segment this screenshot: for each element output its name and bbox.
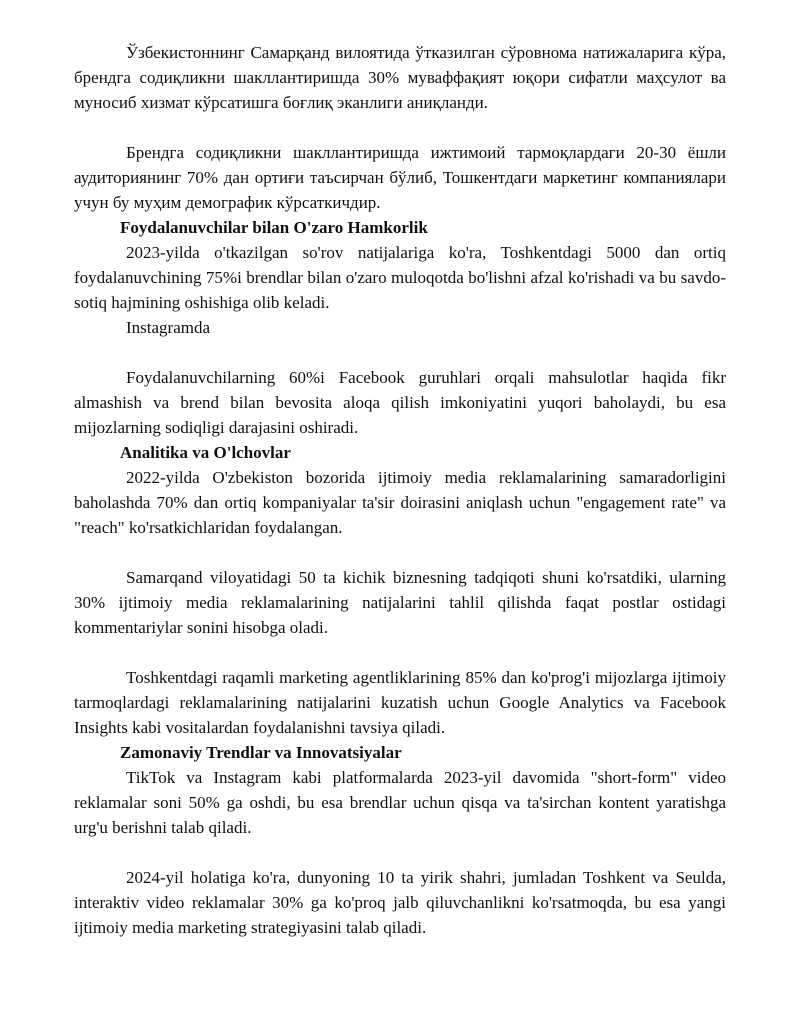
paragraph-survey-2023: 2023-yilda o'tkazilgan so'rov natijalariga ko'ra, Toshkentdagi 5000 dan ortiq foydalanuvchining 75%i brendlar bilan o'zaro muloqotda bo'lishni afzal ko'rishadi va bu savdo-sotiq hajmining oshishiga olib keladi. (74, 243, 726, 312)
paragraph-short-form-video: TikTok va Instagram kabi platformalarda 2023-yil davomida "short-form" video reklamalar soni 50% ga oshdi, bu esa brendlar uchun qisqa va ta'sirchan kontent yaratishga urg'u berishni talab qiladi. (74, 768, 726, 837)
paragraph-facebook-groups: Foydalanuvchilarning 60%i Facebook guruhlari orqali mahsulotlar haqida fikr almashish va brend bilan bevosita aloqa qilish imkoniyatini yuqori baholaydi, bu esa mijozlarning sodiqligi darajasini oshiradi. (74, 368, 726, 437)
paragraph-brand-loyalty-samarkand: Ўзбекистоннинг Самарқанд вилоятида ўтказилган сўровнома натижаларига кўра, брендга содиқликни шакллантиришда 30% муваффақият юқори сифатли маҳсулот ва муносиб хизмат кўрсатишга боғлиқ эканлиги аниқланди. (74, 43, 726, 112)
heading-analytics: Analitika va O'lchovlar (120, 443, 291, 462)
paragraph-small-business-study: Samarqand viloyatidagi 50 ta kichik biznesning tadqiqoti shuni ko'rsatdiki, ularning 30% ijtimoiy media reklamalarining natijalarini tahlil qilishda faqat postlar ostidagi kommentariylar sonini hisobga oladi. (74, 568, 726, 637)
paragraph-brand-loyalty-audience: Брендга содиқликни шакллантиришда ижтимоий тармоқлардаги 20-30 ёшли аудиториянинг 70% дан ортиғи таъсирчан бўлиб, Тошкентдаги маркетинг компаниялари учун бу муҳим демографик кўрсаткичдир. (74, 143, 726, 212)
paragraph-interactive-video: 2024-yil holatiga ko'ra, dunyoning 10 ta yirik shahri, jumladan Toshkent va Seulda, interaktiv video reklamalar 30% ga ko'proq jalb qiluvchanlikni ko'rsatmoqda, bu esa yangi ijtimoiy media marketing strategiyasini talab qiladi. (74, 868, 726, 937)
heading-trends: Zamonaviy Trendlar va Innovatsiyalar (120, 743, 402, 762)
paragraph-instagram: Instagramda (126, 318, 211, 337)
paragraph-engagement-rate: 2022-yilda O'zbekiston bozorida ijtimoiy media reklamalarining samaradorligini baholashda 70% dan ortiq kompaniyalar ta'sir doirasini aniqlash uchun "engagement rate" va "reach" ko'rsatkichlaridan foydalangan. (74, 468, 726, 537)
heading-user-interaction: Foydalanuvchilar bilan O'zaro Hamkorlik (120, 218, 428, 237)
paragraph-agencies-tools: Toshkentdagi raqamli marketing agentliklarining 85% dan ko'prog'i mijozlarga ijtimoiy tarmoqlardagi reklamalarining natijalarini kuzatish uchun Google Analytics va Facebook Insights kabi vositalardan foydalanishni tavsiya qiladi. (74, 668, 726, 737)
